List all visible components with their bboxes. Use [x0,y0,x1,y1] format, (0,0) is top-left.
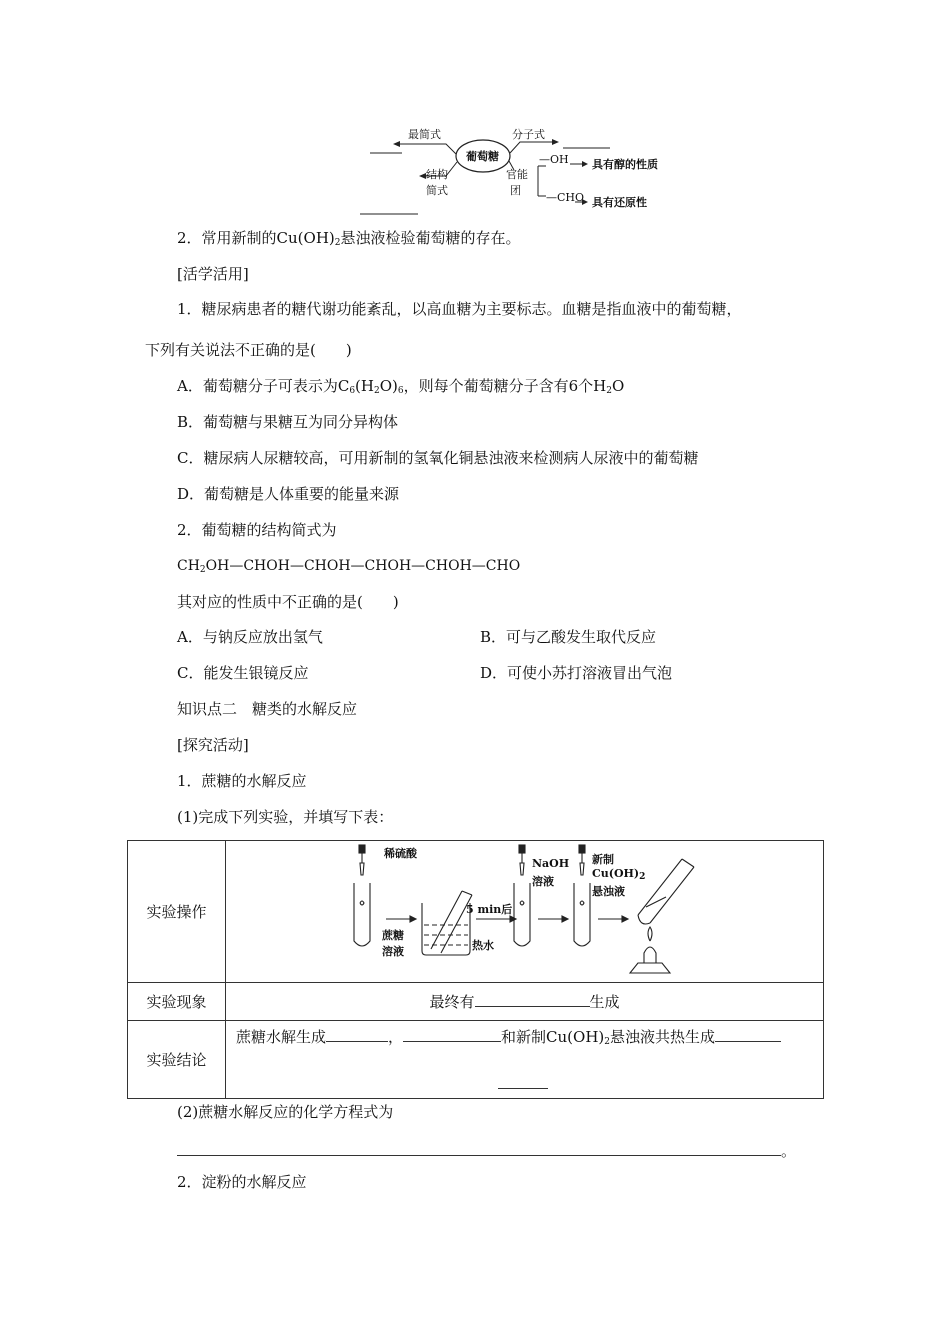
experiment-figure [226,841,823,978]
section-apply: [活学活用] [177,265,249,283]
equation-answer-line[interactable]: 。 [177,1140,796,1161]
conclusion-cell: 蔗糖水解生成 ， 和新制$Cu(OH)_2$悬浊液共热生成 [226,1021,824,1099]
section-explore: [探究活动] [177,736,249,754]
fig-hot-water: 热水 [472,939,494,952]
row-conclusion [128,1021,824,1099]
fig-cuoh: $Cu(OH)_2$ [592,867,646,882]
functional-group-label-1: 官能 [506,168,528,181]
fig-dilute-acid: 稀硫酸 [384,847,417,860]
row-head-phenomenon: 实验现象 [128,983,226,1021]
q1-option-c: C．糖尿病人尿糖较高，可用新制的氢氧化铜悬浊液来检测病人尿液中的葡萄糖 [177,449,699,467]
oh-group-label: —OH [539,153,569,166]
row-head-conclusion: 实验结论 [128,1021,226,1099]
note-cuoh-test: 2．常用新制的$Cu(OH)_2$悬浊液检验葡萄糖的存在。 [177,229,521,248]
structure-label-2: 简式 [426,184,448,197]
q2-stem-line2: 其对应的性质中不正确的是( ) [177,593,399,611]
fig-fresh: 新制 [592,853,614,866]
q1-option-b: B．葡萄糖与果糖互为同分异构体 [177,413,399,431]
fig-sucrose-2: 溶液 [382,945,404,958]
q2-option-c: C．能发生银镜反应 [177,664,309,682]
item-starch-hydrolysis: 2．淀粉的水解反应 [177,1173,307,1191]
fig-naoh-2: 溶液 [532,875,554,888]
fig-suspension: 悬浊液 [592,885,625,898]
oh-property-label: 具有醇的性质 [592,158,658,171]
q1-option-d: D．葡萄糖是人体重要的能量来源 [177,485,400,503]
knowledge-point-2: 知识点二 糖类的水解反应 [177,700,358,718]
q2-option-a: A．与钠反应放出氢气 [177,628,323,646]
q1-option-a: A．葡萄糖分子可表示为$C_6(H_2O)_6$，则每个葡萄糖分子含有6个$H_2O$ [177,377,625,396]
functional-group-label-2: 团 [510,184,521,197]
operation-figure-cell [226,841,824,983]
q2-option-d: D．可使小苏打溶液冒出气泡 [480,664,673,682]
cho-group-label: —CHO [546,191,585,204]
q1-stem-line2: 下列有关说法不正确的是( ) [145,341,352,359]
structure-label-1: 结构 [426,168,448,181]
q2-option-b: B．可与乙酸发生取代反应 [480,628,657,646]
sub-item-2: (2)蔗糖水解反应的化学方程式为 [177,1103,394,1121]
conclusion-blank-4[interactable] [498,1074,548,1089]
phenomenon-cell: 最终有 生成 [226,983,824,1021]
item-sucrose-hydrolysis: 1．蔗糖的水解反应 [177,772,307,790]
q2-stem: 2．葡萄糖的结构简式为 [177,521,337,539]
cho-property-label: 具有还原性 [592,196,647,209]
fig-time: 5 min后 [466,903,513,916]
conclusion-blank-3[interactable] [715,1027,781,1042]
fig-sucrose-1: 蔗糖 [382,929,404,942]
fig-naoh-1: NaOH [532,857,570,870]
experiment-table [127,840,824,1099]
sub-item-1: (1)完成下列实验，并填写下表： [177,808,394,826]
glucose-structural-formula: $CH_2OH—CHOH—CHOH—CHOH—CHOH—CHO$ [177,558,521,575]
conclusion-blank-2[interactable] [403,1027,501,1042]
simplest-formula-label: 最简式 [408,128,441,141]
row-head-operation: 实验操作 [128,841,226,983]
glucose-center-label: 葡萄糖 [466,150,499,163]
phenomenon-blank[interactable] [475,992,590,1007]
row-phenomenon [128,983,824,1021]
q1-stem-line1: 1．糖尿病患者的糖代谢功能紊乱，以高血糖为主要标志。血糖是指血液中的葡萄糖， [177,300,742,318]
row-operation [128,841,824,983]
molecular-formula-label: 分子式 [512,128,545,141]
conclusion-blank-1[interactable] [326,1027,388,1042]
